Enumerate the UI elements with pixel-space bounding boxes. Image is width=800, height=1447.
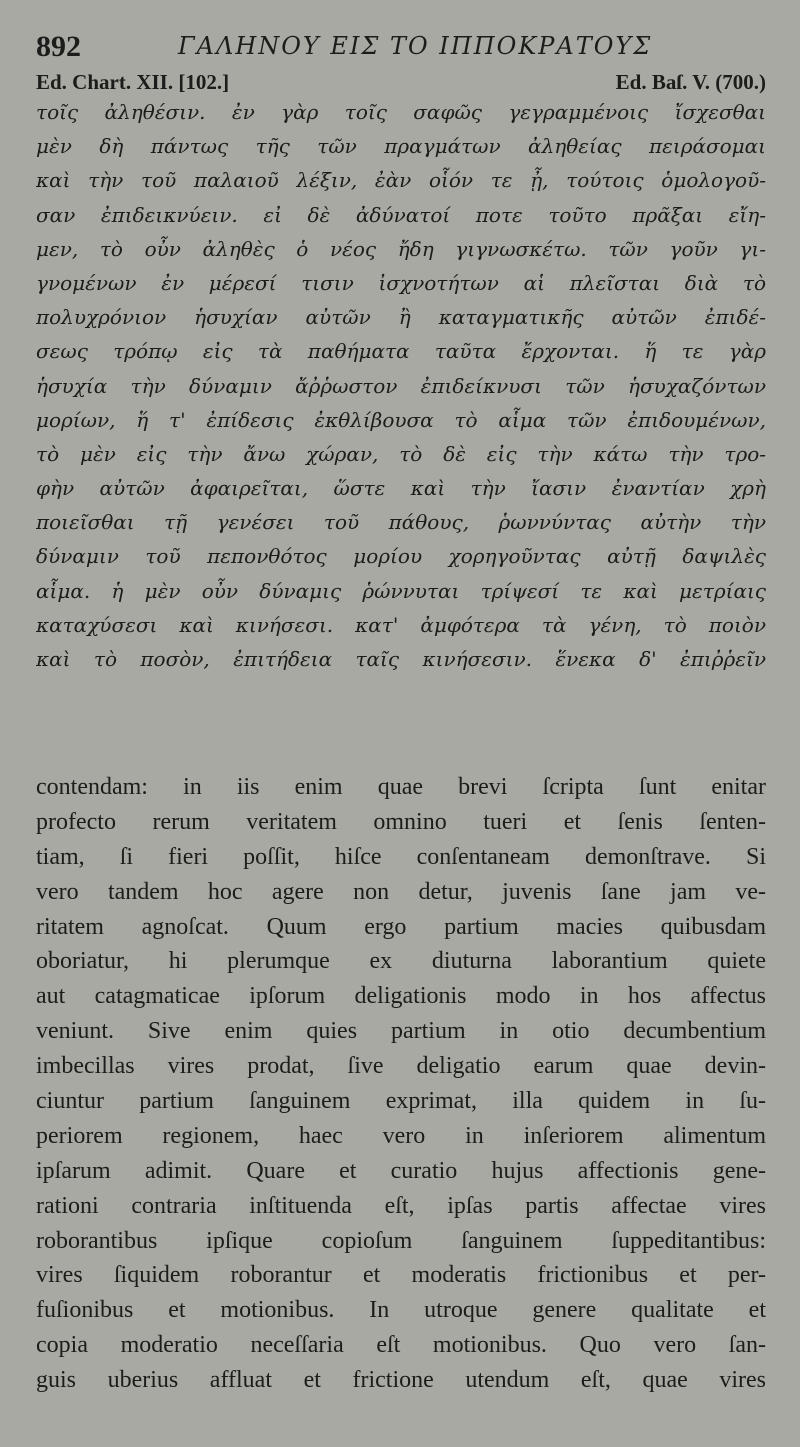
latin-text-line: vero tandem hoc agere non detur, juvenis ſane jam ve- xyxy=(36,878,766,905)
greek-text-line: μεν, τὸ οὖν ἀληθὲς ὁ νέος ἤδη γιγνωσκέτω. τῶν γοῦν γι- xyxy=(36,236,766,261)
edition-references xyxy=(36,70,766,96)
latin-text-line: guis uberius affluat et frictione utendum eſt, quae vires xyxy=(36,1367,766,1394)
latin-text-line: profecto rerum veritatem omnino tueri et ſenis ſenten- xyxy=(36,808,766,835)
greek-text-line: φὴν αὐτῶν ἀφαιρεῖται, ὥστε καὶ τὴν ἴασιν ἐναντίαν χρὴ xyxy=(36,476,766,501)
latin-text-line: imbecillas vires prodat, ſive deligatio earum quae devin- xyxy=(36,1053,766,1080)
greek-text-line: πολυχρόνιον ἡσυχίαν αὐτῶν ἢ καταγματικῆς αὐτῶν ἐπιδέ- xyxy=(36,305,766,330)
page-header xyxy=(36,30,766,70)
greek-text-line: καὶ τὴν τοῦ παλαιοῦ λέξιν, ἐὰν οἷόν τε ᾖ, τούτοις ὁμολογοῦ- xyxy=(36,168,766,193)
greek-text-line: τὸ μὲν εἰς τὴν ἄνω χώραν, τὸ δὲ εἰς τὴν κάτω τὴν τρο- xyxy=(36,441,766,466)
latin-text-line: periorem regionem, haec vero in inſeriorem alimentum xyxy=(36,1122,766,1149)
latin-text-line: roborantibus ipſique copioſum ſanguinem ſuppeditantibus: xyxy=(36,1227,766,1254)
greek-text-line: τοῖς ἀληθέσιν. ἐν γὰρ τοῖς σαφῶς γεγραμμένοις ἴσχεσθαι xyxy=(36,100,766,124)
greek-text-line: μορίων, ἥ τ' ἐπίδεσις ἐκθλίβουσα τὸ αἷμα τῶν ἐπιδουμένων, xyxy=(36,407,766,432)
greek-text-line: σαν ἐπιδεικνύειν. εἰ δὲ ἀδύνατοί ποτε τοῦτο πρᾶξαι εἴη- xyxy=(36,202,766,227)
greek-text-line: γνομένων ἐν μέρεσί τισιν ἰσχνοτήτων αἱ πλεῖσται διὰ τὸ xyxy=(36,270,766,295)
running-title: ΓΑΛΗΝΟΥ ΕΙΣ ΤΟ ΙΠΠΟΚΡΑΤΟΥΣ xyxy=(178,32,653,60)
greek-text-block xyxy=(36,95,766,676)
edition-chart-reference: Ed. Chart. XII. [102.] xyxy=(36,70,230,94)
greek-text-line: μὲν δὴ πάντως τῆς τῶν πραγμάτων ἀληθείας πειράσομαι xyxy=(36,134,766,159)
greek-text-line: αἷμα. ἡ μὲν οὖν δύναμις ῥώννυται τρίψεσί τε καὶ μετρίαις xyxy=(36,578,766,603)
greek-text-line: καὶ τὸ ποσὸν, ἐπιτήδεια ταῖς κινήσεσιν. ἕνεκα δ' ἐπιῤῥεῖν xyxy=(36,647,766,671)
latin-text-line: vires ſiquidem roborantur et moderatis frictionibus et per- xyxy=(36,1262,766,1289)
latin-text-line: copia moderatio neceſſaria eſt motionibus. Quo vero ſan- xyxy=(36,1332,766,1359)
greek-text-line: ἡσυχία τὴν δύναμιν ἄῤῥωστον ἐπιδείκνυσι τῶν ἡσυχαζόντων xyxy=(36,373,766,398)
latin-text-line: ciuntur partium ſanguinem exprimat, illa quidem in ſu- xyxy=(36,1088,766,1115)
greek-text-line: δύναμιν τοῦ πεπονθότος μορίου χορηγοῦντας αὐτῇ δαψιλὲς xyxy=(36,544,766,569)
latin-text-line: contendam: in iis enim quae brevi ſcripta ſunt enitar xyxy=(36,774,766,800)
latin-text-line: tiam, ſi fieri poſſit, hiſce conſentaneam demonſtrave. Si xyxy=(36,843,766,870)
latin-text-line: aut catagmaticae ipſorum deligationis modo in hos affectus xyxy=(36,983,766,1010)
latin-text-line: fuſionibus et motionibus. In utroque genere qualitate et xyxy=(36,1297,766,1324)
latin-text-line: ritatem agnoſcat. Quum ergo partium macies quibusdam xyxy=(36,913,766,940)
latin-text-block xyxy=(36,770,766,1398)
greek-text-line: ποιεῖσθαι τῇ γενέσει τοῦ πάθους, ῥωννύντας αὐτὴν τὴν xyxy=(36,510,766,535)
page-number: 892 xyxy=(36,30,81,63)
latin-text-line: rationi contraria inſtituenda eſt, ipſas partis affectae vires xyxy=(36,1192,766,1219)
latin-text-line: ipſarum adimit. Quare et curatio hujus affectionis gene- xyxy=(36,1157,766,1184)
latin-text-line: veniunt. Sive enim quies partium in otio decumbentium xyxy=(36,1018,766,1045)
greek-text-line: καταχύσεσι καὶ κινήσεσι. κατ' ἀμφότερα τὰ γένη, τὸ ποιὸν xyxy=(36,612,766,637)
edition-basel-reference: Ed. Baſ. V. (700.) xyxy=(615,70,766,94)
greek-text-line: σεως τρόπῳ εἰς τὰ παθήματα ταῦτα ἔρχονται. ἥ τε γὰρ xyxy=(36,339,766,364)
latin-text-line: oboriatur, hi plerumque ex diuturna laborantium quiete xyxy=(36,948,766,975)
